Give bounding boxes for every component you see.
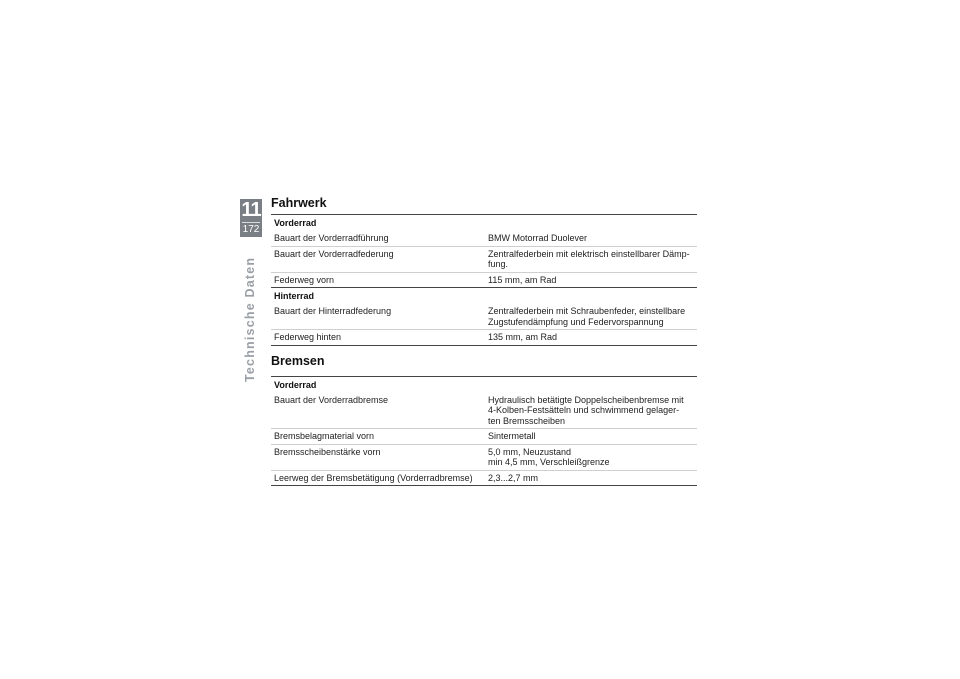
page-number: 172	[242, 224, 260, 235]
table-row	[271, 393, 697, 429]
spec-label: Federweg vorn	[274, 274, 335, 285]
spec-value: 2,3...2,7 mm	[488, 472, 539, 483]
group-header-hinterrad: Hinterrad	[274, 291, 315, 301]
spec-label: Federweg hinten	[274, 332, 342, 342]
section-title-fahrwerk: Fahrwerk	[271, 196, 327, 210]
table-row	[271, 272, 697, 288]
spec-label: Bremsbelagmaterial vorn	[274, 431, 375, 441]
spec-label: Leerweg der Bremsbetätigung (Vorderradbremse)	[274, 472, 473, 483]
table-row	[271, 444, 697, 470]
spec-label: Bauart der Vorderradführung	[274, 233, 389, 243]
group-header-vorderrad: Vorderrad	[274, 379, 317, 390]
spec-value: BMW Motorrad Duolever	[488, 233, 588, 243]
chapter-title: Technische Daten	[243, 256, 257, 382]
spec-label: Bauart der Vorderradfederung	[274, 248, 394, 259]
spec-table-fahrwerk	[271, 214, 697, 346]
chapter-divider	[242, 222, 260, 223]
spec-content	[271, 196, 697, 486]
group-header-vorderrad: Vorderrad	[274, 218, 317, 228]
chapter-number: 11	[241, 199, 261, 221]
table-row	[271, 231, 697, 246]
spec-value: 115 mm, am Rad	[488, 274, 557, 285]
spec-label: Bauart der Hinterradfederung	[274, 306, 392, 316]
table-row	[271, 329, 697, 345]
spec-value: Sintermetall	[488, 431, 536, 441]
chapter-tab	[240, 199, 262, 237]
spec-label: Bremsscheibenstärke vorn	[274, 446, 381, 457]
table-row	[271, 428, 697, 444]
table-row	[271, 246, 697, 272]
group-divider	[271, 287, 697, 304]
spec-label: Bauart der Vorderradbremse	[274, 394, 389, 405]
section-title-bremsen: Bremsen	[271, 353, 325, 368]
spec-value: 135 mm, am Rad	[488, 332, 558, 342]
table-row	[271, 470, 697, 486]
spec-value: Zentralfederbein mit elektrisch einstellbarer Dämp- fung.	[488, 248, 690, 269]
spec-value: Zentralfederbein mit Schraubenfeder, einstellbare Zugstufendämpfung und Federvorspannung	[488, 306, 686, 327]
table-row	[271, 304, 697, 329]
spec-value: Hydraulisch betätigte Doppelscheibenbremse mit 4-Kolben-Festsätteln und schwimmend gelager- ten Bremsscheiben	[488, 394, 684, 426]
spec-table-bremsen	[271, 376, 697, 487]
spec-value: 5,0 mm, Neuzustand min 4,5 mm, Verschleißgrenze	[488, 446, 610, 467]
